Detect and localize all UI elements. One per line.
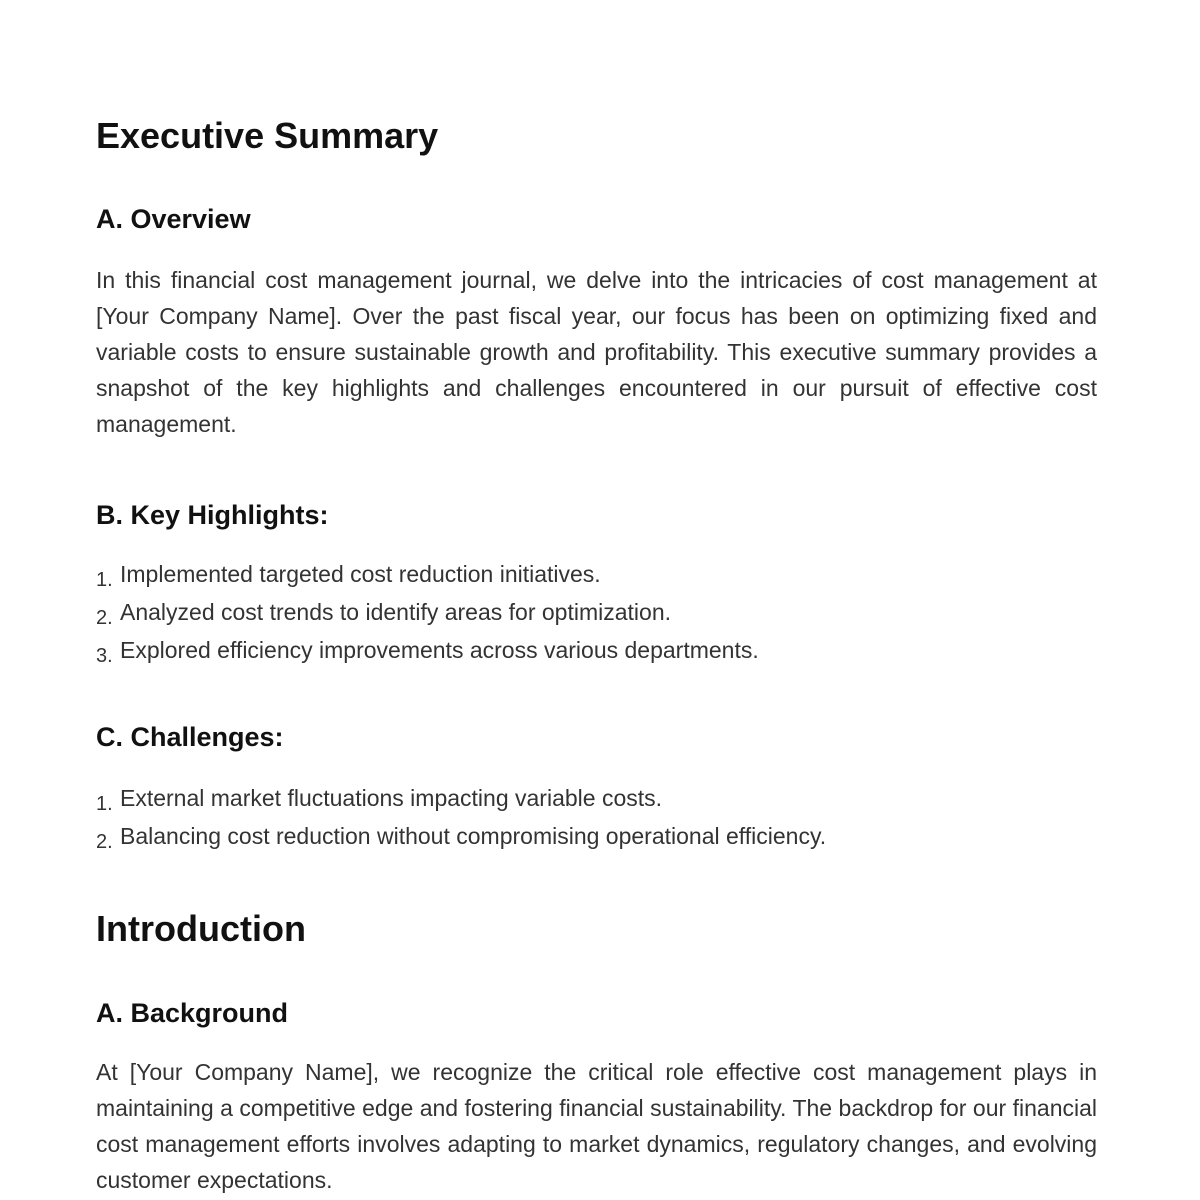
executive-summary-title: Executive Summary [96, 115, 439, 156]
overview-paragraph: In this financial cost management journal, we delve into the intricacies of cost management at [Your Company Name]. Over the past fiscal year, our focus has been on optimizing fixed and variable costs to ensure sustainable growth and profitability. This executive summary provides a snapshot of the key highlights and challenges encountered in our pursuit of effective cost management. [96, 267, 1097, 437]
overview-heading: A. Overview [96, 204, 251, 234]
list-item-number: 3. [96, 645, 113, 667]
list-item-text: Implemented targeted cost reduction initiatives. [120, 561, 601, 587]
challenges-list [96, 780, 1097, 856]
list-item-text: External market fluctuations impacting variable costs. [120, 785, 663, 811]
key-highlights-heading: B. Key Highlights: [96, 500, 329, 530]
key-highlights-list [96, 556, 1097, 670]
background-heading: A. Background [96, 998, 289, 1028]
list-item-text: Analyzed cost trends to identify areas for optimization. [120, 599, 672, 625]
list-item [96, 818, 1097, 856]
list-item [96, 632, 1097, 670]
list-item [96, 780, 1097, 818]
list-item-number: 1. [96, 569, 113, 591]
list-item [96, 594, 1097, 632]
introduction-title: Introduction [96, 908, 306, 949]
challenges-heading: C. Challenges: [96, 722, 284, 752]
list-item [96, 556, 1097, 594]
list-item-text: Balancing cost reduction without compromising operational efficiency. [120, 823, 827, 849]
list-item-number: 1. [96, 793, 113, 815]
list-item-number: 2. [96, 607, 113, 629]
list-item-text: Explored efficiency improvements across various departments. [120, 637, 759, 663]
background-paragraph: At [Your Company Name], we recognize the critical role effective cost management plays in maintaining a competitive edge and fostering financial sustainability. The backdrop for our financial cost management efforts involves adapting to market dynamics, regulatory changes, and evolving customer expectations. [96, 1059, 1097, 1193]
list-item-number: 2. [96, 831, 113, 853]
